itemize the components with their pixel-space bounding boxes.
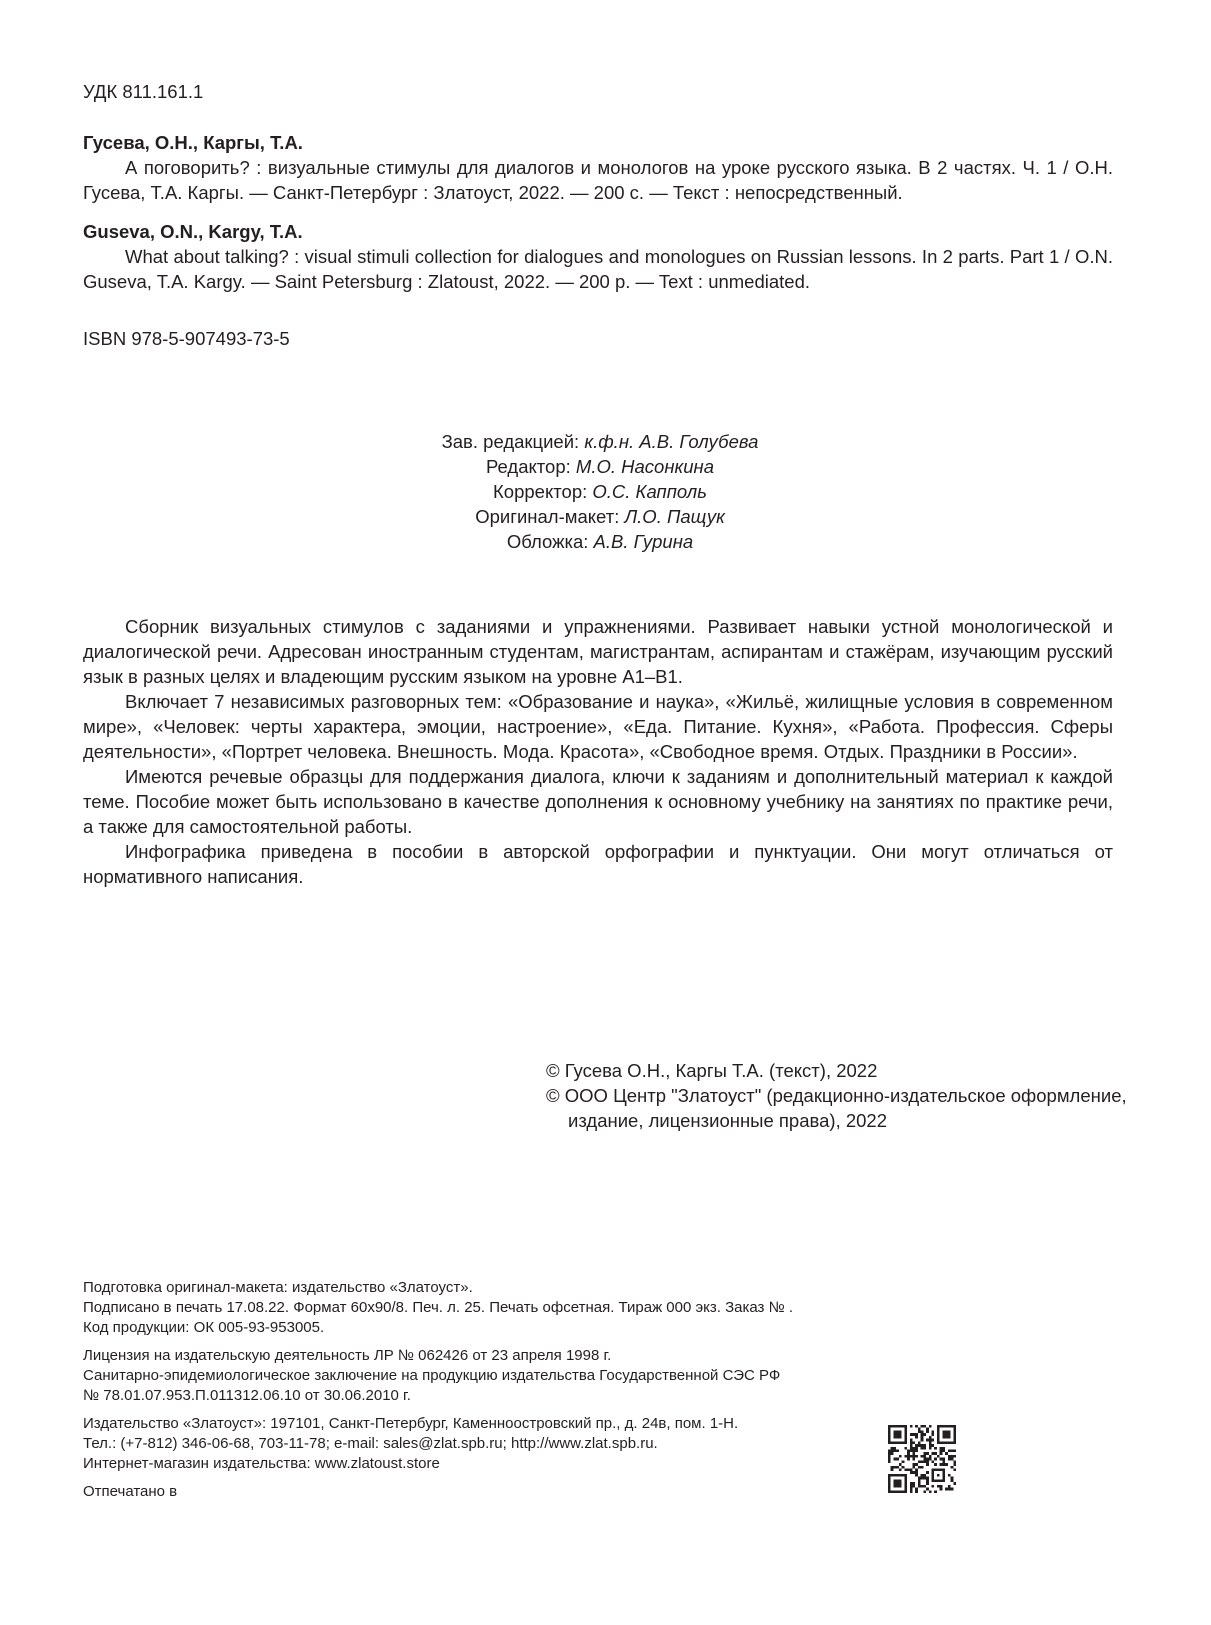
copyright-line: © ООО Центр "Златоуст" (редакционно-издательское оформление, (546, 1085, 1127, 1106)
qr-code-icon (888, 1425, 956, 1493)
annotation-paragraph: Инфографика приведена в пособии в авторской орфографии и пунктуации. Они могут отличаться от нормативного написания. (83, 841, 1113, 887)
staff-role: Обложка: (506, 531, 589, 552)
staff-role: Редактор: (485, 456, 571, 477)
staff-name: О.С. Капполь (592, 481, 707, 502)
udc-code: УДК 811.161.1 (83, 81, 204, 102)
staff-name: Л.О. Пащук (624, 506, 725, 527)
annotation-paragraph: Имеются речевые образцы для поддержания диалога, ключи к заданиям и дополнительный материал к каждой теме. Пособие может быть использовано в качестве дополнения к основному учебнику на занятиях по практике речи, а также для самостоятельной работы. (83, 766, 1113, 837)
staff-name: М.О. Насонкина (575, 456, 714, 477)
imprint-shop: Интернет-магазин издательства: www.zlatoust.store (83, 1455, 440, 1472)
editorial-staff (380, 429, 820, 554)
imprint-signed: Подписано в печать 17.08.22. Формат 60х90/8. Печ. л. 25. Печать офсетная. Тираж 000 экз. Заказ № . (83, 1299, 794, 1316)
annotation (83, 614, 1113, 889)
imprint-sanitary-number: № 78.01.07.953.П.011312.06.10 от 30.06.2010 г. (83, 1387, 411, 1404)
imprint-preparation: Подготовка оригинал-макета: издательство «Златоуст». (83, 1279, 473, 1296)
english-reference-text: What about talking? : visual stimuli collection for dialogues and monologues on Russian lessons. In 2 parts. Part 1 / O.N. Guseva, T.A. Kargy. — Saint Petersburg : Zlatoust, 2022. — 200 p. — Text : unmediated. (83, 246, 1113, 292)
english-authors: Guseva, O.N., Kargy, T.A. (83, 221, 303, 242)
imprint-address: Издательство «Златоуст»: 197101, Санкт-Петербург, Каменноостровский пр., д. 24в, пом. 1-Н. (83, 1415, 739, 1432)
staff-line (380, 454, 820, 479)
staff-role: Оригинал-макет: (475, 506, 620, 527)
imprint-product-code: Код продукции: ОК 005-93-953005. (83, 1319, 325, 1336)
copyright-block (546, 1058, 1127, 1133)
russian-reference-text: А поговорить? : визуальные стимулы для диалогов и монологов на уроке русского языка. В 2 частях. Ч. 1 / О.Н. Гусева, Т.А. Каргы. — Санкт-Петербург : Златоуст, 2022. — 200 с. — Текст : непосредственный. (83, 157, 1113, 203)
staff-role: Зав. редакцией: (441, 431, 580, 452)
staff-name: А.В. Гурина (593, 531, 694, 552)
staff-line (380, 504, 820, 529)
staff-role: Корректор: (493, 481, 588, 502)
imprint-printed: Отпечатано в (83, 1483, 178, 1500)
imprint-license: Лицензия на издательскую деятельность ЛР № 062426 от 23 апреля 1998 г. (83, 1347, 612, 1364)
staff-line (380, 479, 820, 504)
imprint-sanitary: Санитарно-эпидемиологическое заключение на продукцию издательства Государственной СЭС РФ (83, 1367, 781, 1384)
russian-bibliographic-reference (83, 130, 1113, 205)
annotation-paragraph: Включает 7 независимых разговорных тем: «Образование и наука», «Жильё, жилищные условия в современном мире», «Человек: черты характера, эмоции, настроение», «Еда. Питание. Кухня», «Работа. Профессия. Сферы деятельности», «Портрет человека. Внешность. Мода. Красота», «Свободное время. Отдых. Праздники в России». (83, 691, 1113, 762)
copyright-line: © Гусева О.Н., Каргы Т.А. (текст), 2022 (546, 1060, 878, 1081)
annotation-paragraph: Сборник визуальных стимулов с заданиями и упражнениями. Развивает навыки устной монологической и диалогической речи. Адресован иностранным студентам, магистрантам, аспирантам и стажёрам, изучающим русский язык в разных целях и владеющим русским языком на уровне А1–В1. (83, 616, 1113, 687)
russian-authors: Гусева, О.Н., Каргы, Т.А. (83, 132, 303, 153)
imprint-block (83, 1278, 983, 1502)
isbn: ISBN 978-5-907493-73-5 (83, 328, 290, 349)
staff-line (380, 429, 820, 454)
staff-line (380, 529, 820, 554)
copyright-line: издание, лицензионные права), 2022 (568, 1110, 887, 1131)
english-bibliographic-reference (83, 219, 1113, 294)
imprint-contacts: Тел.: (+7-812) 346-06-68, 703-11-78; e-mail: sales@zlat.spb.ru; http://www.zlat.spb.ru. (83, 1435, 658, 1452)
staff-name: к.ф.н. А.В. Голубева (584, 431, 759, 452)
